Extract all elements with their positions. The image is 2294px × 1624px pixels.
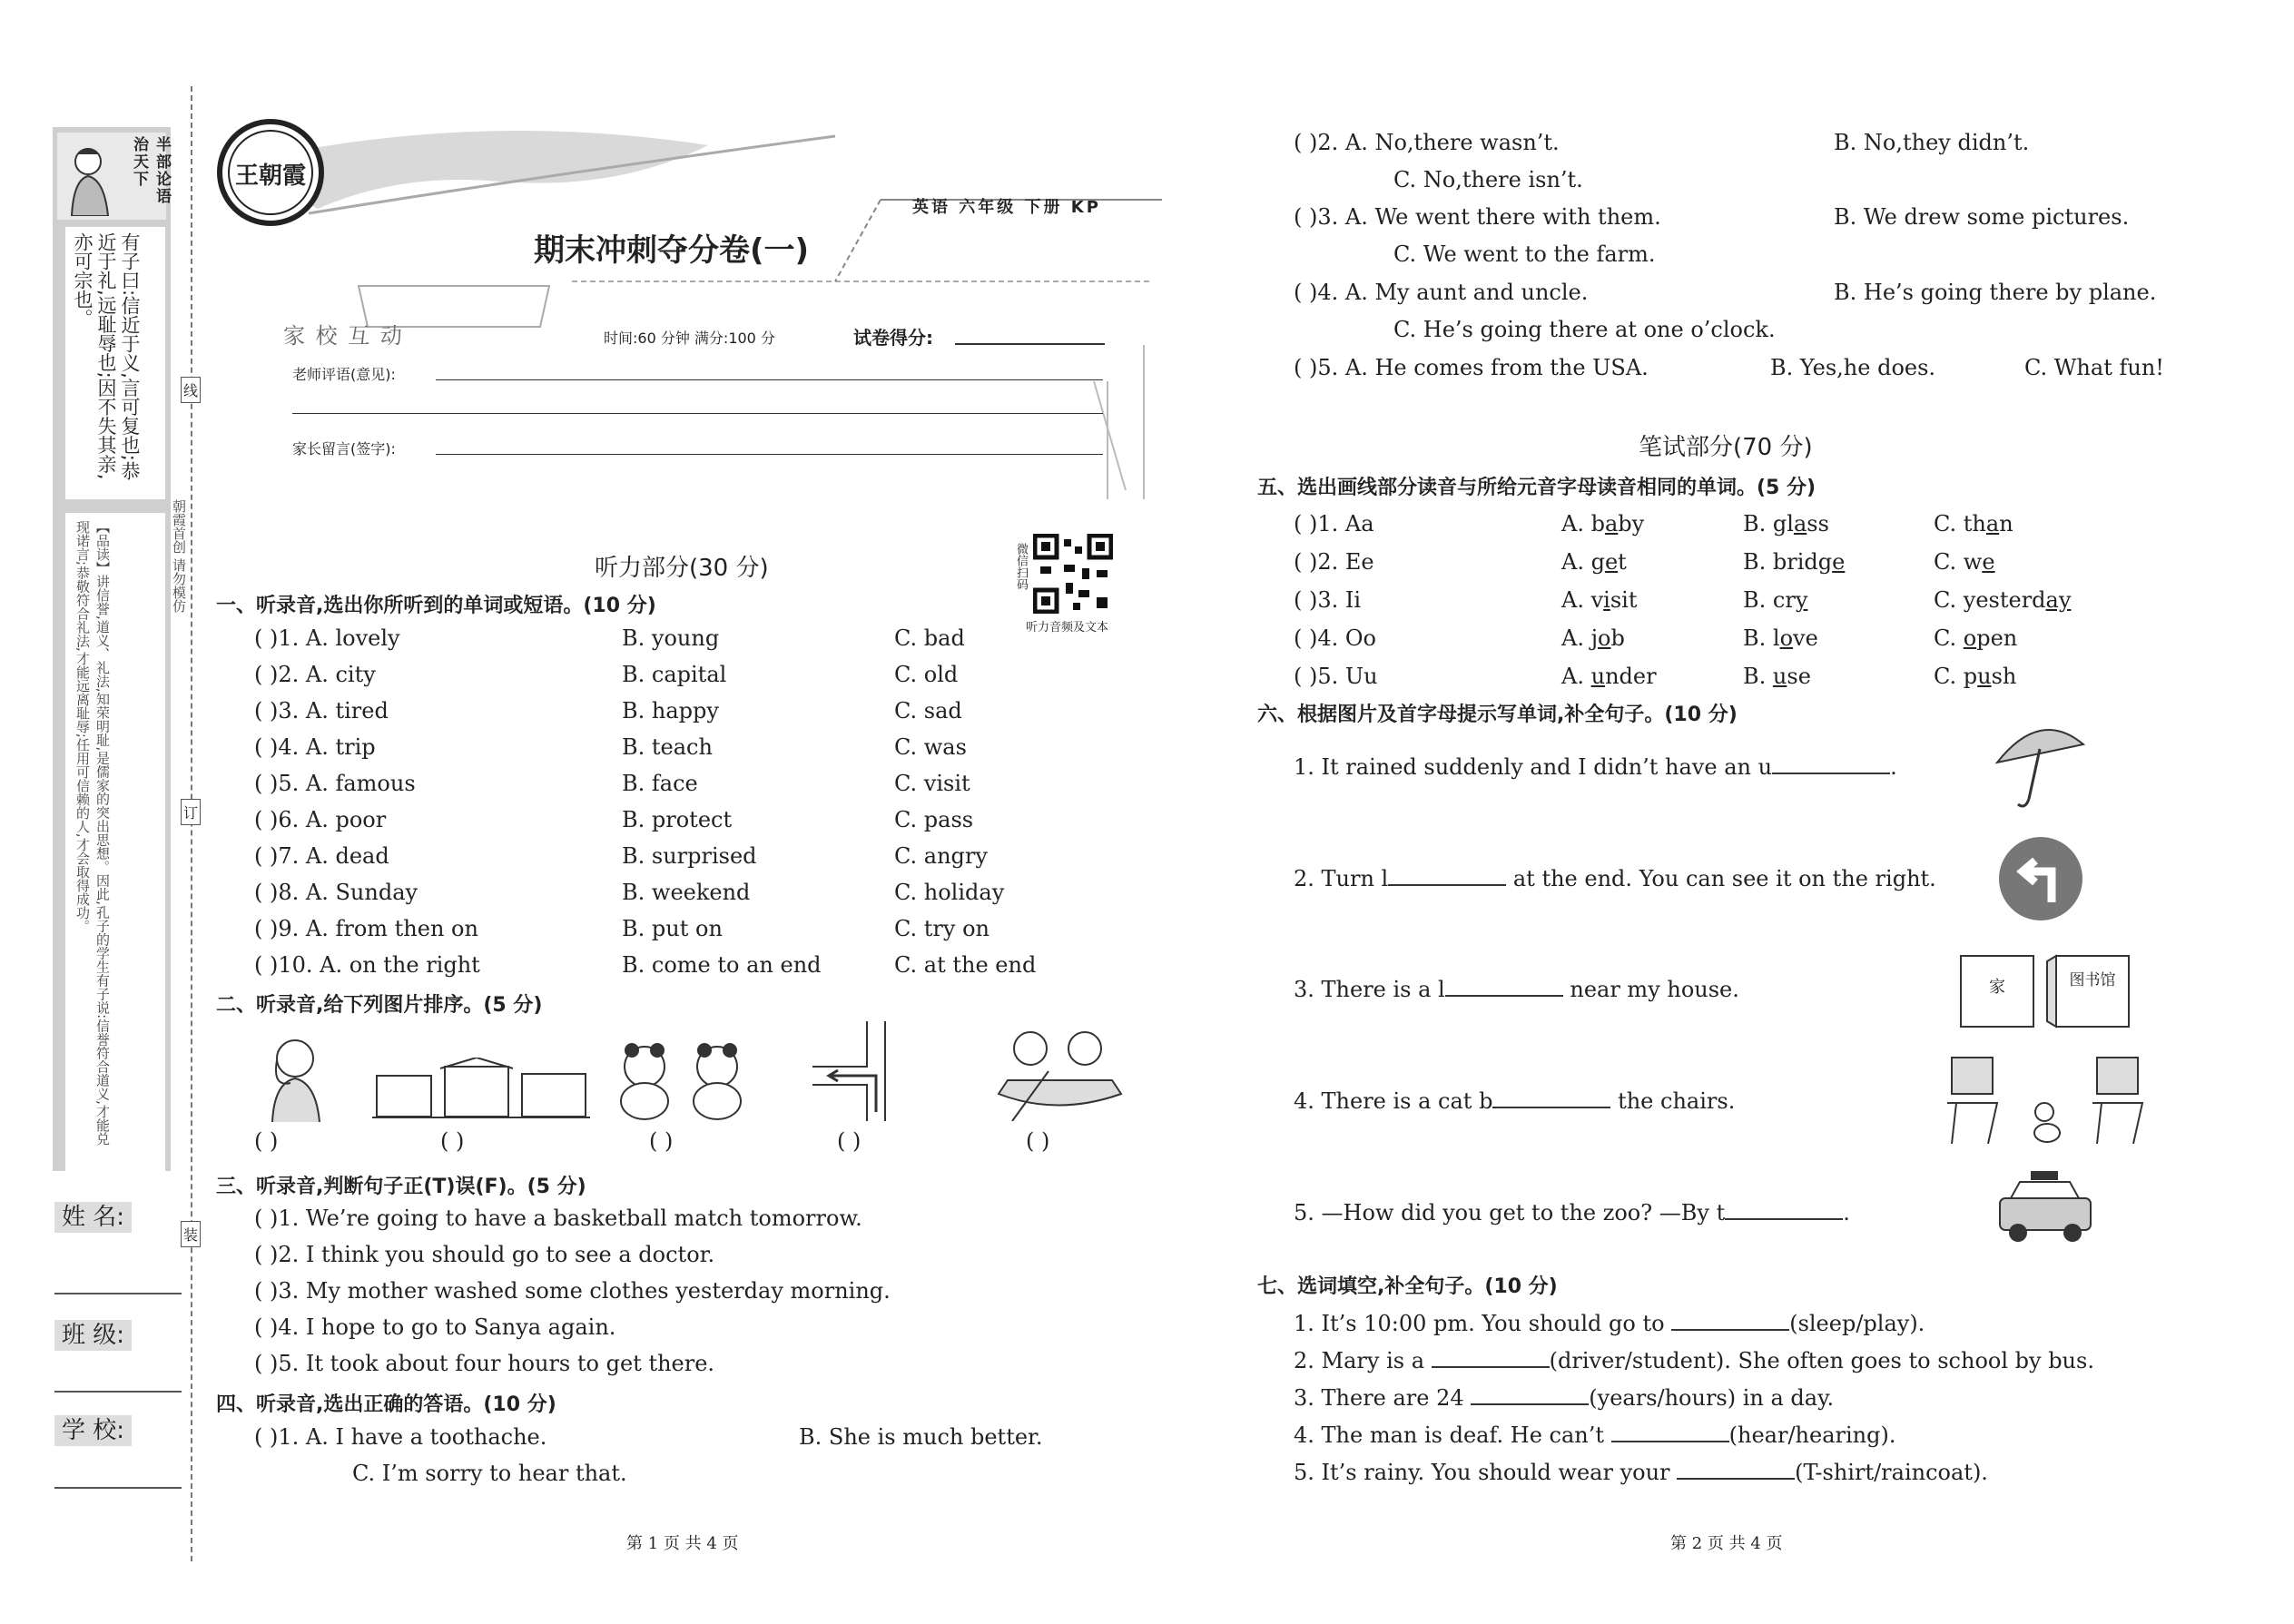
list-item: [1294, 508, 2013, 546]
option-a[interactable]: A. visit: [1561, 587, 1638, 613]
bind-mark-1: 线: [181, 377, 201, 403]
home-sign: 家: [1989, 978, 2005, 997]
subject-tags: 英语 六年级 下册 KP: [912, 198, 1101, 217]
s4-q2-option-a[interactable]: ( )2. A. No,there wasn’t.: [1294, 130, 1560, 155]
section5-heading: 五、选出画线部分读音与所给元音字母读音相同的单词。(5 分): [1257, 477, 1816, 499]
option-c[interactable]: C. holiday: [894, 880, 1005, 905]
list-item[interactable]: ( )5. It took about four hours to get there.: [254, 1351, 715, 1376]
exam-title: 期末冲刺夺分卷(一): [534, 232, 810, 269]
reading-text: 【品读】讲信誉,道义、礼法,知荣明耻,是儒家的突出思想。因此,孔子的学生有子说:信誉符合道义,才能兑现诺言;恭敬符合礼法,才能远离耻辱;任用可信赖的人,才会取得成功。: [74, 520, 111, 1146]
quote-text: 有子曰:信近于义,言可复也;恭近于礼,远耻辱也;因不失其亲,亦可宗也。: [72, 232, 141, 480]
option-c[interactable]: C. pass: [894, 807, 974, 832]
s7-item-4[interactable]: 4. The man is deaf. He can’t (hear/hearing).: [1294, 1419, 1895, 1451]
writing-title: 笔试部分(70 分): [1639, 434, 1813, 461]
option-b[interactable]: B. weekend: [622, 880, 751, 905]
s4-q4-option-b[interactable]: B. He’s going there by plane.: [1834, 280, 2157, 305]
pandas-icon: [608, 1039, 758, 1121]
item-number[interactable]: ( )7. A. dead: [254, 843, 389, 869]
qr-caption: 听力音频及文本: [1026, 621, 1109, 635]
option-b[interactable]: B. happy: [622, 698, 719, 723]
qr-side-label: 微信扫码: [1014, 543, 1028, 590]
list-item: [1294, 546, 1995, 585]
name-label: 姓 名:: [54, 1202, 132, 1233]
item-number[interactable]: ( )4. Oo: [1294, 625, 1377, 651]
section2-heading: 二、听录音,给下列图片排序。(5 分): [216, 994, 543, 1017]
list-item: [254, 659, 959, 695]
s4-q5-option-b[interactable]: B. Yes,he does.: [1770, 355, 1936, 380]
option-b[interactable]: B. surprised: [622, 843, 757, 869]
option-c[interactable]: C. sad: [894, 698, 962, 723]
turn-left-sign-icon: [1997, 835, 2084, 922]
option-c[interactable]: C. we: [1934, 549, 1995, 575]
section3-heading: 三、听录音,判断句子正(T)误(F)。(5 分): [216, 1176, 586, 1198]
score-line[interactable]: [955, 343, 1105, 345]
list-item: [1294, 623, 2018, 661]
list-item[interactable]: ( )2. I think you should go to see a doctor.: [254, 1242, 715, 1267]
option-c[interactable]: C. old: [894, 662, 959, 687]
item-number[interactable]: ( )8. A. Sunday: [254, 880, 418, 905]
option-c[interactable]: C. angry: [894, 843, 988, 869]
class-line[interactable]: [54, 1389, 182, 1393]
item-number[interactable]: ( )1. Aa: [1294, 511, 1374, 536]
brand-name: 王朝霞: [234, 162, 307, 190]
s4-q2-option-c[interactable]: C. No,there isn’t.: [1393, 167, 1583, 192]
rowing-kids-icon: [994, 1026, 1126, 1121]
section1-list: [254, 623, 1037, 986]
list-item[interactable]: ( )3. My mother washed some clothes yesterday morning.: [254, 1278, 891, 1304]
s6-item-3[interactable]: 3. There is a l near my house.: [1294, 973, 1739, 1005]
option-b[interactable]: B. put on: [622, 916, 723, 941]
sick-boy-icon: [254, 1033, 336, 1124]
list-item: [254, 695, 962, 732]
option-a[interactable]: A. get: [1561, 549, 1627, 575]
option-b[interactable]: B. teach: [622, 734, 713, 760]
item-number[interactable]: ( )10. A. on the right: [254, 952, 480, 978]
bind-mark-3: 装: [181, 1221, 201, 1247]
option-c[interactable]: C. yesterday: [1934, 587, 2072, 613]
s7-item-5[interactable]: 5. It’s rainy. You should wear your (T-shirt/raincoat).: [1294, 1456, 1988, 1488]
s4-q5-option-a[interactable]: ( )5. A. He comes from the USA.: [1294, 355, 1649, 380]
option-b[interactable]: B. protect: [622, 807, 733, 832]
s4-q1-option-a[interactable]: ( )1. A. I have a toothache.: [254, 1424, 547, 1450]
list-item: [254, 950, 1037, 986]
s7-item-3[interactable]: 3. There are 24 (years/hours) in a day.: [1294, 1382, 1834, 1413]
page-number-2: 第 2 页 共 4 页: [1670, 1534, 1783, 1553]
item-number[interactable]: ( )6. A. poor: [254, 807, 387, 832]
picture-bracket-3[interactable]: ( ): [649, 1128, 674, 1154]
s4-q5-option-c[interactable]: C. What fun!: [2024, 355, 2164, 380]
reading-box: [65, 513, 165, 1171]
s6-item-5[interactable]: 5. —How did you get to the zoo? —By t .: [1294, 1196, 1850, 1228]
s4-q3-option-c[interactable]: C. We went to the farm.: [1393, 241, 1656, 267]
option-c[interactable]: C. than: [1934, 511, 2013, 536]
list-item: [1294, 661, 2017, 699]
option-b[interactable]: B. bridge: [1743, 549, 1846, 575]
section1-heading: 一、听录音,选出你所听到的单词或短语。(10 分): [216, 595, 656, 617]
copyright-note: 朝霞首创 请勿模仿: [171, 499, 187, 613]
item-number[interactable]: ( )3. Ii: [1294, 587, 1362, 613]
picture-bracket-2[interactable]: ( ): [440, 1128, 465, 1154]
item-number[interactable]: ( )4. A. trip: [254, 734, 376, 760]
s4-q2-option-b[interactable]: B. No,they didn’t.: [1834, 130, 2030, 155]
s6-item-2[interactable]: 2. Turn l at the end. You can see it on the right.: [1294, 862, 1936, 894]
s7-item-2[interactable]: 2. Mary is a (driver/student). She often goes to school by bus.: [1294, 1344, 2094, 1376]
picture-bracket-5[interactable]: ( ): [1026, 1128, 1050, 1154]
option-c[interactable]: C. was: [894, 734, 967, 760]
option-c[interactable]: C. visit: [894, 771, 970, 796]
s4-q1-option-c[interactable]: C. I’m sorry to hear that.: [352, 1461, 627, 1486]
teacher-comment-line-2[interactable]: [292, 413, 1103, 414]
option-c[interactable]: C. at the end: [894, 952, 1037, 978]
page-number-1: 第 1 页 共 4 页: [626, 1534, 739, 1553]
list-item: [254, 623, 965, 659]
option-a[interactable]: A. under: [1561, 664, 1657, 689]
motto: 半部论语治天下: [130, 136, 171, 205]
s4-q1-option-b[interactable]: B. She is much better.: [799, 1424, 1043, 1450]
section4-heading: 四、听录音,选出正确的答语。(10 分): [216, 1393, 556, 1416]
qr-code-icon[interactable]: [1033, 534, 1113, 614]
option-b[interactable]: B. face: [622, 771, 698, 796]
option-b[interactable]: B. love: [1743, 625, 1818, 651]
list-item: [254, 768, 970, 804]
item-number[interactable]: ( )9. A. from then on: [254, 916, 478, 941]
s7-item-1[interactable]: 1. It’s 10:00 pm. You should go to (sleep/play).: [1294, 1307, 1925, 1339]
option-b[interactable]: B. cry: [1743, 587, 1808, 613]
option-a[interactable]: A. job: [1561, 625, 1625, 651]
teacher-comment-line[interactable]: [436, 379, 1103, 380]
list-item[interactable]: ( )4. I hope to go to Sanya again.: [254, 1314, 616, 1340]
s6-item-4[interactable]: 4. There is a cat b the chairs.: [1294, 1085, 1735, 1117]
s4-q3-option-a[interactable]: ( )3. A. We went there with them.: [1294, 204, 1661, 230]
list-item: [254, 877, 1005, 913]
class-field[interactable]: [54, 1316, 132, 1350]
item-number[interactable]: ( )1. A. lovely: [254, 625, 400, 651]
s4-q4-option-c[interactable]: C. He’s going there at one o’clock.: [1393, 317, 1776, 342]
interact-label: 家 校 互 动: [283, 323, 404, 349]
section6-heading: 六、根据图片及首字母提示写单词,补全句子。(10 分): [1257, 704, 1738, 726]
library-sign: 图书馆: [2069, 971, 2116, 989]
item-number[interactable]: ( )5. Uu: [1294, 664, 1378, 689]
item-number[interactable]: ( )2. A. city: [254, 662, 376, 687]
option-b[interactable]: B. capital: [622, 662, 727, 687]
option-b[interactable]: B. come to an end: [622, 952, 822, 978]
s6-item-1[interactable]: 1. It rained suddenly and I didn’t have an u .: [1294, 751, 1897, 782]
chairs-cat-icon: [1943, 1053, 2147, 1144]
buildings-icon: [372, 1058, 590, 1121]
item-number[interactable]: ( )3. A. tired: [254, 698, 389, 723]
motto-box: [57, 133, 171, 220]
list-item: [1294, 585, 2072, 623]
name-field[interactable]: [54, 1198, 132, 1232]
item-number[interactable]: ( )5. A. famous: [254, 771, 416, 796]
option-b[interactable]: B. use: [1743, 664, 1811, 689]
picture-bracket-4[interactable]: ( ): [837, 1128, 861, 1154]
parent-message-label: 家长留言(签字):: [292, 440, 396, 458]
option-a[interactable]: A. baby: [1561, 511, 1645, 536]
s4-q4-option-a[interactable]: ( )4. A. My aunt and uncle.: [1294, 280, 1589, 305]
section3-list: [254, 1203, 891, 1384]
option-c[interactable]: C. try on: [894, 916, 989, 941]
option-b[interactable]: B. young: [622, 625, 720, 651]
umbrella-icon: [1993, 717, 2088, 812]
confucius-figure-icon: [61, 136, 124, 216]
picture-bracket-1[interactable]: ( ): [254, 1128, 279, 1154]
section5-list: [1294, 508, 2072, 699]
quote-box: [65, 227, 165, 499]
teacher-comment-label: 老师评语(意见):: [292, 366, 396, 383]
turn-left-road-icon: [812, 1021, 917, 1121]
parent-message-line[interactable]: [436, 454, 1103, 455]
listening-title: 听力部分(30 分): [595, 555, 769, 582]
bind-mark-2: 订: [181, 799, 201, 825]
option-c[interactable]: C. bad: [894, 625, 965, 651]
s4-q3-option-b[interactable]: B. We drew some pictures.: [1834, 204, 2130, 230]
name-line[interactable]: [54, 1291, 182, 1294]
list-item: [254, 913, 989, 950]
section7-heading: 七、选词填空,补全句子。(10 分): [1257, 1275, 1558, 1298]
option-c[interactable]: C. push: [1934, 664, 2017, 689]
school-field[interactable]: [54, 1412, 132, 1445]
score-label: 试卷得分:: [853, 327, 933, 349]
school-label: 学 校:: [54, 1415, 132, 1446]
option-c[interactable]: C. open: [1934, 625, 2018, 651]
time-info: 时间:60 分钟 满分:100 分: [604, 330, 775, 347]
list-item[interactable]: ( )1. We’re going to have a basketball match tomorrow.: [254, 1206, 862, 1231]
home-library-icon: [1956, 949, 2138, 1030]
brand-seal-icon: [216, 118, 325, 227]
school-line[interactable]: [54, 1485, 182, 1489]
taxi-icon: [1993, 1171, 2097, 1248]
class-label: 班 级:: [54, 1320, 132, 1351]
list-item: [254, 732, 967, 768]
list-item: [254, 841, 988, 877]
item-number[interactable]: ( )2. Ee: [1294, 549, 1374, 575]
list-item: [254, 804, 974, 841]
option-b[interactable]: B. glass: [1743, 511, 1829, 536]
